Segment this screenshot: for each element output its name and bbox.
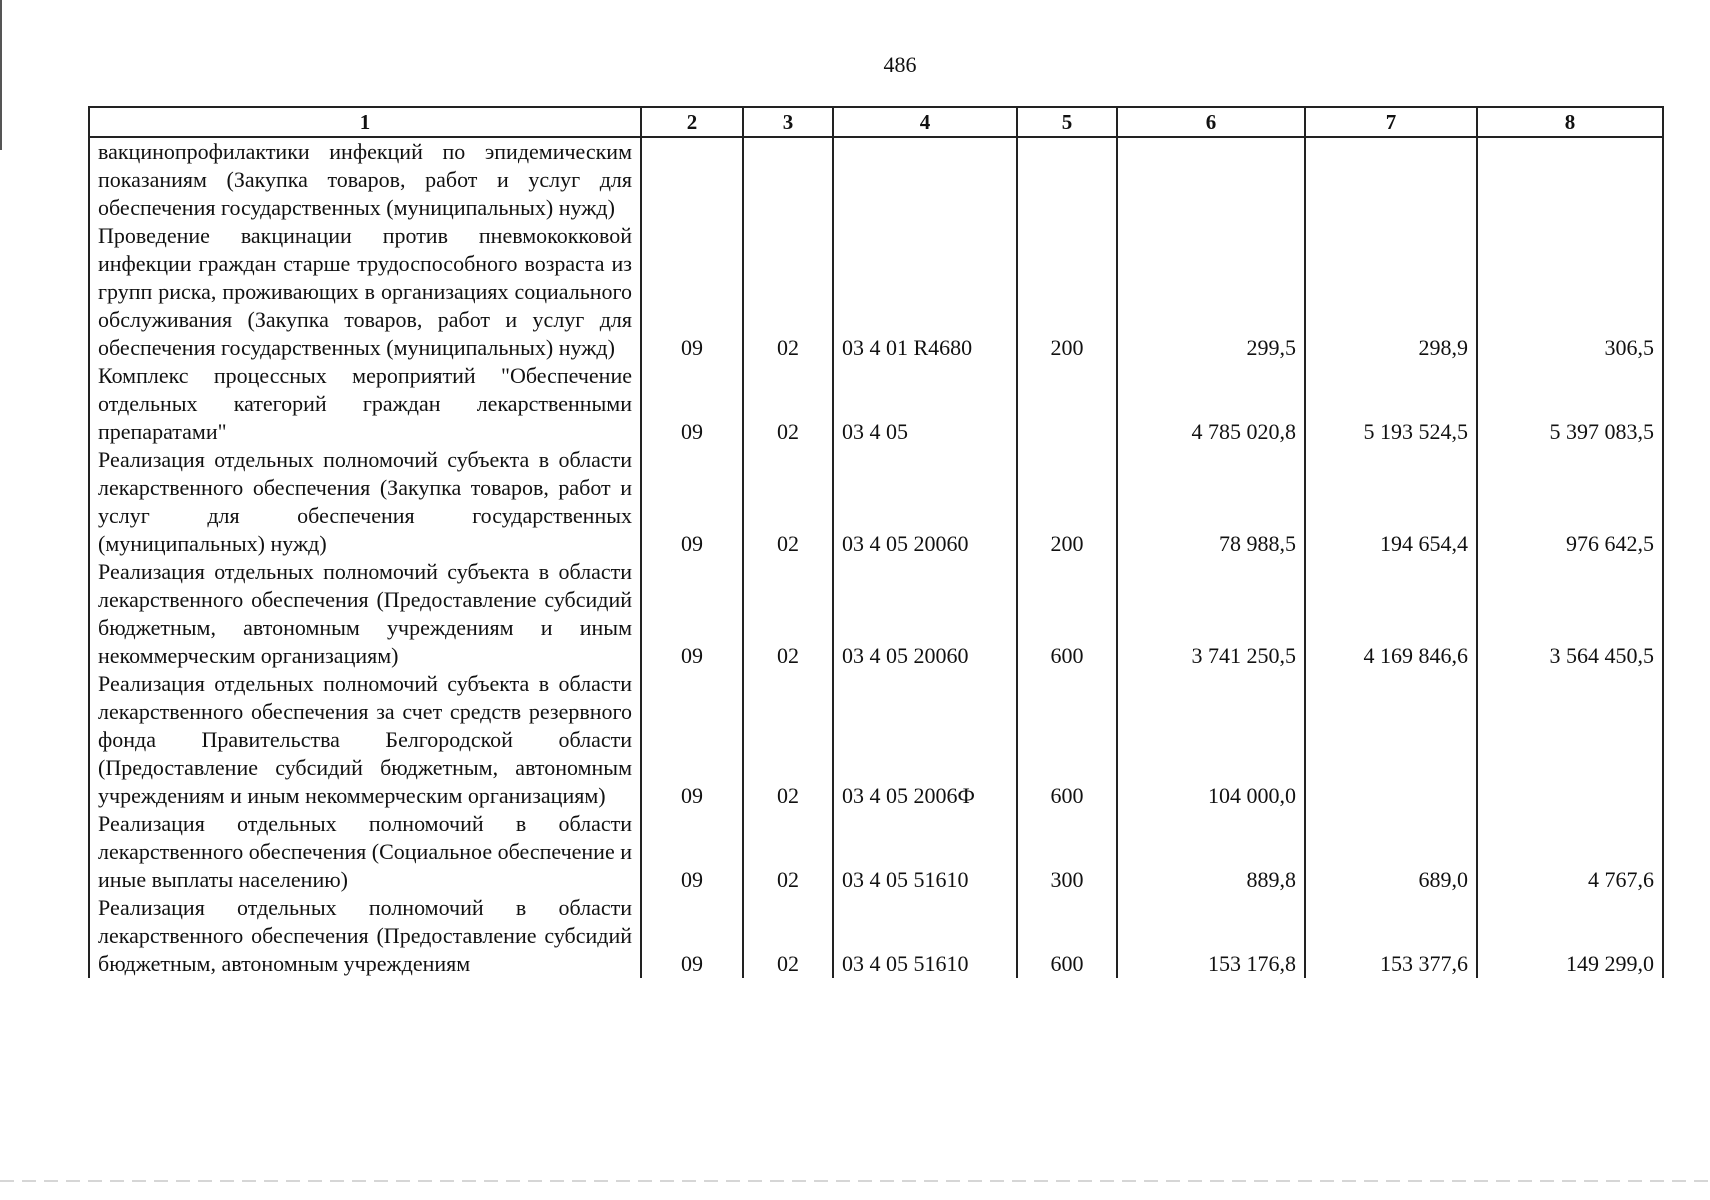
col-header-8: 8 [1477,107,1663,137]
row-section-code [641,137,743,222]
row-expense-type: 600 [1017,670,1117,810]
table-row [89,894,1663,978]
row-amount-col8: 306,5 [1477,222,1663,362]
table-row [89,362,1663,446]
row-expense-type: 200 [1017,446,1117,558]
header-row [89,107,1663,137]
row-expense-type [1017,137,1117,222]
row-amount-col6 [1117,137,1305,222]
row-amount-col6: 153 176,8 [1117,894,1305,978]
table-row [89,137,1663,222]
row-subsection-code: 02 [743,446,833,558]
row-amount-col7: 689,0 [1305,810,1477,894]
row-expense-type: 600 [1017,894,1117,978]
row-subsection-code: 02 [743,558,833,670]
row-amount-col7: 4 169 846,6 [1305,558,1477,670]
row-section-code: 09 [641,670,743,810]
row-amount-col8 [1477,670,1663,810]
row-description: вакцинопрофилактики инфекций по эпидемическим показаниям (Закупка товаров, работ и услуг для обеспечения государственных (муниципальных) нужд) [89,137,641,222]
row-amount-col7 [1305,670,1477,810]
row-expense-type [1017,362,1117,446]
col-header-6: 6 [1117,107,1305,137]
table-row [89,558,1663,670]
row-section-code: 09 [641,362,743,446]
table-row [89,446,1663,558]
row-amount-col7 [1305,137,1477,222]
row-section-code: 09 [641,810,743,894]
row-description: Реализация отдельных полномочий субъекта в области лекарственного обеспечения (Закупка товаров, работ и услуг для обеспечения государственных (муниципальных) нужд) [89,446,641,558]
row-target-article: 03 4 05 51610 [833,810,1017,894]
col-header-5: 5 [1017,107,1117,137]
row-description: Реализация отдельных полномочий в области лекарственного обеспечения (Социальное обеспечение и иные выплаты населению) [89,810,641,894]
row-amount-col6: 299,5 [1117,222,1305,362]
row-amount-col8: 3 564 450,5 [1477,558,1663,670]
table-row [89,670,1663,810]
row-subsection-code: 02 [743,894,833,978]
row-subsection-code: 02 [743,810,833,894]
row-amount-col7: 298,9 [1305,222,1477,362]
row-amount-col6: 78 988,5 [1117,446,1305,558]
row-subsection-code: 02 [743,222,833,362]
row-description: Проведение вакцинации против пневмококковой инфекции граждан старше трудоспособного возраста из групп риска, проживающих в организациях социального обслуживания (Закупка товаров, работ и услуг для обеспечения государственных (муниципальных) нужд) [89,222,641,362]
row-amount-col8: 976 642,5 [1477,446,1663,558]
table-row [89,222,1663,362]
row-section-code: 09 [641,894,743,978]
row-section-code: 09 [641,446,743,558]
row-expense-type: 300 [1017,810,1117,894]
budget-table-container [88,106,1662,978]
row-amount-col8 [1477,137,1663,222]
row-amount-col8: 5 397 083,5 [1477,362,1663,446]
row-subsection-code: 02 [743,362,833,446]
row-amount-col7: 5 193 524,5 [1305,362,1477,446]
row-amount-col6: 104 000,0 [1117,670,1305,810]
table-row [89,810,1663,894]
row-amount-col8: 4 767,6 [1477,810,1663,894]
col-header-1: 1 [89,107,641,137]
row-subsection-code: 02 [743,670,833,810]
row-description: Комплекс процессных мероприятий "Обеспечение отдельных категорий граждан лекарственными препаратами" [89,362,641,446]
col-header-2: 2 [641,107,743,137]
row-amount-col6: 889,8 [1117,810,1305,894]
row-description: Реализация отдельных полномочий в области лекарственного обеспечения (Предоставление субсидий бюджетным, автономным учреждениям [89,894,641,978]
row-amount-col6: 3 741 250,5 [1117,558,1305,670]
row-amount-col7: 194 654,4 [1305,446,1477,558]
row-section-code: 09 [641,558,743,670]
row-target-article: 03 4 05 20060 [833,558,1017,670]
row-expense-type: 600 [1017,558,1117,670]
row-expense-type: 200 [1017,222,1117,362]
row-target-article: 03 4 01 R4680 [833,222,1017,362]
row-description: Реализация отдельных полномочий субъекта в области лекарственного обеспечения за счет средств резервного фонда Правительства Белгородской области (Предоставление субсидий бюджетным, автономным учреждениям и иным некоммерческим организациям) [89,670,641,810]
row-amount-col8: 149 299,0 [1477,894,1663,978]
row-amount-col7: 153 377,6 [1305,894,1477,978]
row-target-article: 03 4 05 2006Ф [833,670,1017,810]
row-target-article: 03 4 05 51610 [833,894,1017,978]
col-header-3: 3 [743,107,833,137]
row-subsection-code [743,137,833,222]
col-header-4: 4 [833,107,1017,137]
row-target-article: 03 4 05 [833,362,1017,446]
row-target-article [833,137,1017,222]
row-section-code: 09 [641,222,743,362]
col-header-7: 7 [1305,107,1477,137]
scan-bottom-noise [0,1180,1710,1182]
budget-table [88,106,1664,978]
row-target-article: 03 4 05 20060 [833,446,1017,558]
row-amount-col6: 4 785 020,8 [1117,362,1305,446]
row-description: Реализация отдельных полномочий субъекта в области лекарственного обеспечения (Предоставление субсидий бюджетным, автономным учреждениям и иным некоммерческим организациям) [89,558,641,670]
page-number: 486 [883,52,917,77]
